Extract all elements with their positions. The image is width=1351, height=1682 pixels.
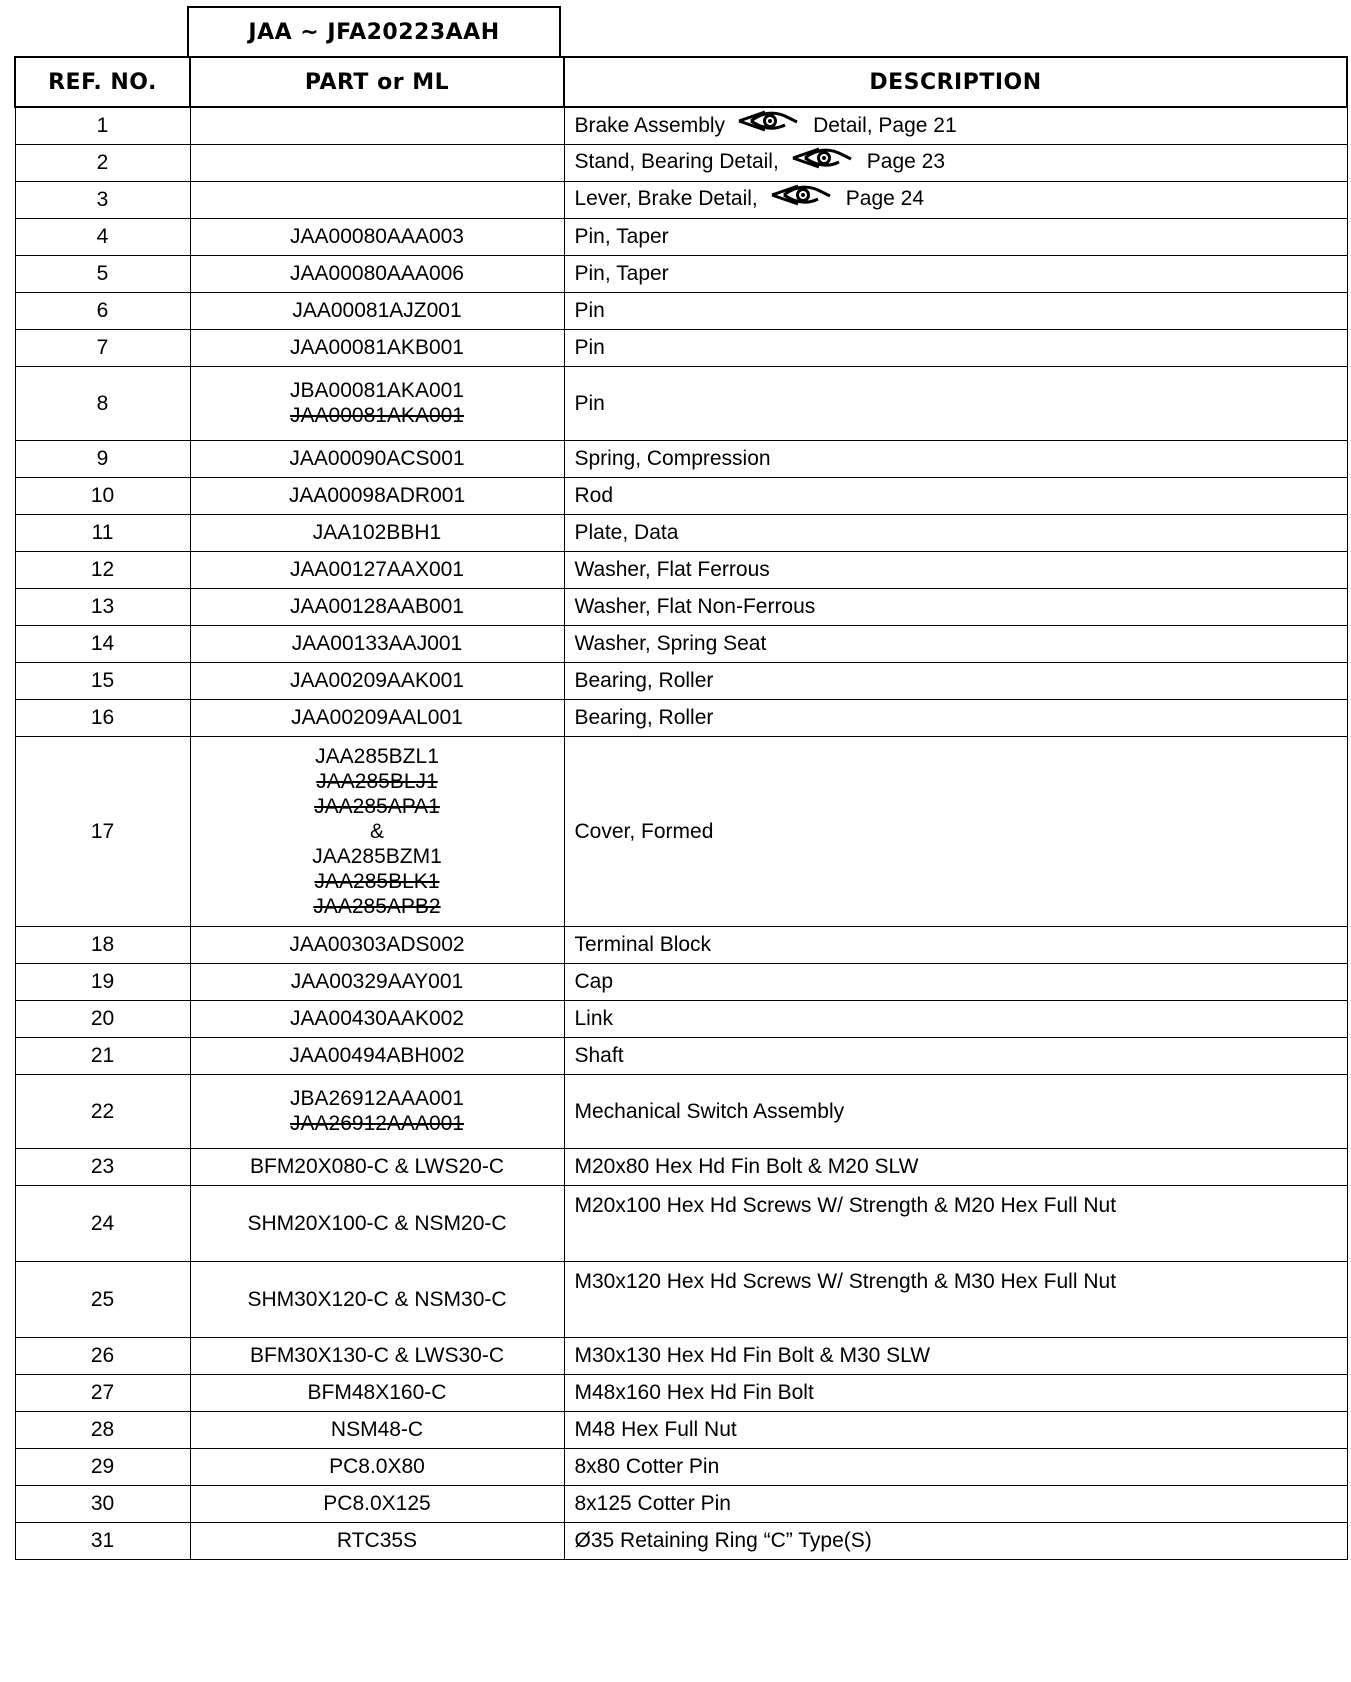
ref-no-cell: 3 (15, 181, 190, 218)
description-cell: Rod (564, 477, 1347, 514)
part-number: JAA00209AAK001 (290, 669, 464, 692)
part-number: SHM30X120-C & NSM30-C (247, 1287, 507, 1311)
ref-no-cell: 17 (15, 736, 190, 926)
eye-icon[interactable] (737, 109, 801, 139)
table-row (15, 1000, 1347, 1037)
part-number: JBA26912AAA001 (290, 1087, 464, 1110)
description-text: Lever, Brake Detail, (574, 187, 758, 211)
part-number: BFM30X130-C & LWS30-C (249, 1344, 505, 1367)
table-row (15, 1185, 1347, 1261)
superseded-part-number: JAA285APB2 (313, 894, 441, 918)
description-cell: Link (564, 1000, 1347, 1037)
table-row (15, 1148, 1347, 1185)
description-cell: M30x120 Hex Hd Screws W/ Strength & M30 Hex Full Nut (564, 1261, 1347, 1337)
ref-no-cell: 6 (15, 292, 190, 329)
ref-no-cell: 1 (15, 107, 190, 144)
description-cell: Terminal Block (564, 926, 1347, 963)
part-number: SHM20X100-C & NSM20-C (247, 1211, 507, 1235)
part-number-cell (190, 1074, 564, 1148)
part-number: JAA00098ADR001 (288, 484, 466, 507)
part-number: JBA00081AKA001 (290, 379, 464, 402)
part-number-cell (190, 1522, 564, 1559)
ref-no-cell: 26 (15, 1337, 190, 1374)
table-header-row (15, 57, 1347, 107)
part-number-cell (190, 366, 564, 440)
part-number-cell (190, 107, 564, 144)
description-cell: Pin, Taper (564, 255, 1347, 292)
ref-no-cell: 5 (15, 255, 190, 292)
ref-no-cell: 20 (15, 1000, 190, 1037)
part-number-cell (190, 477, 564, 514)
description-cell: Washer, Flat Ferrous (564, 551, 1347, 588)
part-number: JAA00303ADS002 (289, 933, 465, 956)
description-text: Stand, Bearing Detail, (574, 150, 779, 174)
part-number: JAA00081AKB001 (290, 336, 464, 359)
part-number: RTC35S (336, 1529, 418, 1552)
table-row (15, 551, 1347, 588)
table-row (15, 1337, 1347, 1374)
part-number: PC8.0X125 (323, 1492, 431, 1515)
part-number: NSM48-C (330, 1418, 424, 1441)
ref-no-cell: 31 (15, 1522, 190, 1559)
ref-no-cell: 19 (15, 963, 190, 1000)
ref-no-cell: 22 (15, 1074, 190, 1148)
part-column-header: PART or ML (190, 57, 564, 107)
table-row (15, 926, 1347, 963)
ref-no-cell: 12 (15, 551, 190, 588)
ref-no-cell: 30 (15, 1485, 190, 1522)
table-row (15, 477, 1347, 514)
part-number-cell (190, 1185, 564, 1261)
table-row (15, 1374, 1347, 1411)
part-number: JAA00080AAA003 (290, 225, 464, 248)
part-number-cell (190, 1448, 564, 1485)
table-row (15, 181, 1347, 218)
description-cell: Bearing, Roller (564, 662, 1347, 699)
description-cell: Shaft (564, 1037, 1347, 1074)
description-cell: M48 Hex Full Nut (564, 1411, 1347, 1448)
description-cell: 8x80 Cotter Pin (564, 1448, 1347, 1485)
part-number-cell (190, 625, 564, 662)
part-number: JAA00090ACS001 (289, 447, 465, 470)
table-row (15, 625, 1347, 662)
description-cell: Pin, Taper (564, 218, 1347, 255)
ref-no-cell: 9 (15, 440, 190, 477)
table-row (15, 107, 1347, 144)
ref-no-cell: 25 (15, 1261, 190, 1337)
parts-table (14, 56, 1348, 1560)
description-text: Brake Assembly (574, 113, 726, 137)
part-number: JAA285BZL1 (315, 744, 439, 768)
superseded-part-number: JAA285BLJ1 (316, 769, 438, 793)
table-row (15, 588, 1347, 625)
ref-no-cell: 11 (15, 514, 190, 551)
model-range-header: JAA ~ JFA20223AAH (187, 6, 561, 58)
description-cell: Washer, Flat Non-Ferrous (564, 588, 1347, 625)
superseded-part-number: JAA00081AKA001 (290, 404, 464, 427)
description-cell: Ø35 Retaining Ring “C” Type(S) (564, 1522, 1347, 1559)
part-number-cell (190, 1337, 564, 1374)
part-number-cell (190, 699, 564, 736)
ref-no-cell: 8 (15, 366, 190, 440)
description-cell: Pin (564, 366, 1347, 440)
table-row (15, 292, 1347, 329)
superseded-part-number: JAA285BLK1 (314, 869, 440, 893)
part-number: JAA00128AAB001 (290, 595, 464, 618)
part-number-cell (190, 514, 564, 551)
table-row (15, 144, 1347, 181)
part-number-cell (190, 588, 564, 625)
ref-no-cell: 29 (15, 1448, 190, 1485)
part-number-cell (190, 963, 564, 1000)
page-reference-text: Page 23 (866, 150, 946, 174)
description-cell: Mechanical Switch Assembly (564, 1074, 1347, 1148)
part-number-cell (190, 1148, 564, 1185)
description-cell: Spring, Compression (564, 440, 1347, 477)
description-cell: Pin (564, 292, 1347, 329)
table-row (15, 1522, 1347, 1559)
part-number-cell (190, 144, 564, 181)
part-number: BFM20X080-C & LWS20-C (249, 1155, 505, 1178)
part-number: JAA00209AAL001 (291, 706, 463, 729)
part-number: JAA00127AAX001 (290, 558, 464, 581)
table-row (15, 1261, 1347, 1337)
description-cell: Plate, Data (564, 514, 1347, 551)
part-number-cell (190, 1261, 564, 1337)
table-row (15, 1485, 1347, 1522)
part-number: JAA00430AAK002 (290, 1007, 464, 1030)
ref-no-cell: 7 (15, 329, 190, 366)
table-row (15, 1448, 1347, 1485)
description-cell (564, 144, 1347, 181)
part-number: JAA00080AAA006 (290, 262, 464, 285)
description-cell: 8x125 Cotter Pin (564, 1485, 1347, 1522)
part-number: JAA00133AAJ001 (291, 632, 463, 655)
ref-no-cell: 28 (15, 1411, 190, 1448)
part-number-cell (190, 1485, 564, 1522)
part-number: JAA285BZM1 (312, 844, 442, 868)
table-row (15, 329, 1347, 366)
part-number: JAA00494ABH002 (289, 1044, 465, 1067)
ref-no-column-header: REF. NO. (15, 57, 190, 107)
eye-icon[interactable] (791, 146, 855, 176)
part-number: & (369, 819, 384, 843)
table-row (15, 1074, 1347, 1148)
table-row (15, 662, 1347, 699)
description-cell: Cover, Formed (564, 736, 1347, 926)
table-row (15, 440, 1347, 477)
table-row (15, 1037, 1347, 1074)
description-column-header: DESCRIPTION (564, 57, 1347, 107)
superseded-part-number: JAA285APA1 (314, 794, 440, 818)
ref-no-cell: 27 (15, 1374, 190, 1411)
part-number-cell (190, 440, 564, 477)
page-reference-text: Detail, Page 21 (813, 113, 957, 137)
description-cell: M30x130 Hex Hd Fin Bolt & M30 SLW (564, 1337, 1347, 1374)
part-number-cell (190, 1374, 564, 1411)
ref-no-cell: 15 (15, 662, 190, 699)
table-row (15, 218, 1347, 255)
ref-no-cell: 14 (15, 625, 190, 662)
ref-no-cell: 13 (15, 588, 190, 625)
table-row (15, 1411, 1347, 1448)
table-row (15, 963, 1347, 1000)
description-cell: Cap (564, 963, 1347, 1000)
part-number-cell (190, 1000, 564, 1037)
part-number: JAA102BBH1 (312, 521, 442, 544)
table-row (15, 514, 1347, 551)
part-number: BFM48X160-C (307, 1381, 447, 1404)
ref-no-cell: 24 (15, 1185, 190, 1261)
table-row (15, 255, 1347, 292)
ref-no-cell: 21 (15, 1037, 190, 1074)
part-number-cell (190, 218, 564, 255)
part-number-cell (190, 329, 564, 366)
ref-no-cell: 23 (15, 1148, 190, 1185)
description-cell: M20x80 Hex Hd Fin Bolt & M20 SLW (564, 1148, 1347, 1185)
description-cell: Washer, Spring Seat (564, 625, 1347, 662)
part-number: JAA00329AAY001 (290, 970, 464, 993)
part-number-cell (190, 1037, 564, 1074)
superseded-part-number: JAA26912AAA001 (290, 1112, 464, 1135)
part-number-cell (190, 662, 564, 699)
part-number-cell (190, 551, 564, 588)
eye-icon[interactable] (770, 183, 834, 213)
description-cell: M20x100 Hex Hd Screws W/ Strength & M20 Hex Full Nut (564, 1185, 1347, 1261)
part-number-cell (190, 926, 564, 963)
part-number-cell (190, 736, 564, 926)
ref-no-cell: 18 (15, 926, 190, 963)
ref-no-cell: 10 (15, 477, 190, 514)
description-cell: M48x160 Hex Hd Fin Bolt (564, 1374, 1347, 1411)
part-number-cell (190, 255, 564, 292)
description-cell: Pin (564, 329, 1347, 366)
part-number-cell (190, 1411, 564, 1448)
description-cell: Bearing, Roller (564, 699, 1347, 736)
part-number-cell (190, 292, 564, 329)
ref-no-cell: 16 (15, 699, 190, 736)
table-row (15, 736, 1347, 926)
part-number: JAA00081AJZ001 (292, 299, 462, 322)
description-cell (564, 181, 1347, 218)
ref-no-cell: 4 (15, 218, 190, 255)
parts-list-sheet (14, 6, 1346, 1672)
part-number: PC8.0X80 (329, 1455, 425, 1478)
ref-no-cell: 2 (15, 144, 190, 181)
description-cell (564, 107, 1347, 144)
table-row (15, 699, 1347, 736)
page-reference-text: Page 24 (845, 187, 925, 211)
part-number-cell (190, 181, 564, 218)
table-row (15, 366, 1347, 440)
